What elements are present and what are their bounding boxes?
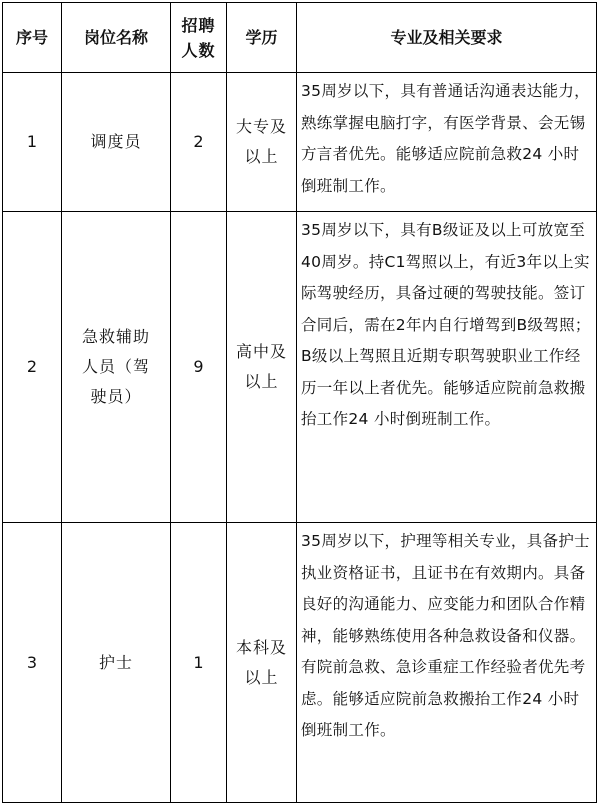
row-education-text: 大专及以上 bbox=[235, 117, 287, 166]
header-requirements: 专业及相关要求 bbox=[297, 3, 597, 73]
row-count: 1 bbox=[171, 523, 227, 803]
header-index: 序号 bbox=[3, 3, 62, 73]
row-position-text: 急救辅助人员（驾驶员） bbox=[81, 327, 150, 406]
row-requirements: 35周岁以下，具有B级证及以上可放宽至40周岁。持C1驾照以上，有近3年以上实际驾驶经历，具备过硬的驾驶技能。签订合同后，需在2年内自行增驾到B级驾照；B级以上驾照且近期专职驾驶职业工作经历一年以上者优先。能够适应院前急救搬抬工作24 小时倒班制工作。 bbox=[297, 212, 597, 523]
row-position bbox=[62, 523, 171, 803]
row-education bbox=[227, 73, 297, 212]
row-index: 1 bbox=[3, 73, 62, 212]
row-count: 2 bbox=[171, 73, 227, 212]
row-requirements: 35周岁以下，护理等相关专业，具备护士执业资格证书，且证书在有效期内。具备良好的沟通能力、应变能力和团队合作精神，能够熟练使用各种急救设备和仪器。有院前急救、急诊重症工作经验者优先考虑。能够适应院前急救搬抬工作24 小时倒班制工作。 bbox=[297, 523, 597, 803]
recruitment-table bbox=[2, 2, 597, 803]
row-position bbox=[62, 212, 171, 523]
table-header-row bbox=[3, 3, 597, 73]
header-position: 岗位名称 bbox=[62, 3, 171, 73]
row-education bbox=[227, 212, 297, 523]
header-count bbox=[171, 3, 227, 73]
row-count: 9 bbox=[171, 212, 227, 523]
header-count-text: 招聘人数 bbox=[181, 15, 216, 60]
row-requirements: 35周岁以下，具有普通话沟通表达能力，熟练掌握电脑打字，有医学背景、会无锡方言者优先。能够适应院前急救24 小时倒班制工作。 bbox=[297, 73, 597, 212]
table-row bbox=[3, 73, 597, 212]
row-position-text: 调度员 bbox=[90, 132, 142, 151]
table-row bbox=[3, 212, 597, 523]
row-index: 3 bbox=[3, 523, 62, 803]
row-position-text: 护士 bbox=[98, 652, 133, 672]
row-education-text: 本科及以上 bbox=[235, 637, 287, 687]
row-position bbox=[62, 73, 171, 212]
header-education: 学历 bbox=[227, 3, 297, 73]
row-education-text: 高中及以上 bbox=[235, 342, 287, 391]
row-education bbox=[227, 523, 297, 803]
table-row bbox=[3, 523, 597, 803]
row-index: 2 bbox=[3, 212, 62, 523]
